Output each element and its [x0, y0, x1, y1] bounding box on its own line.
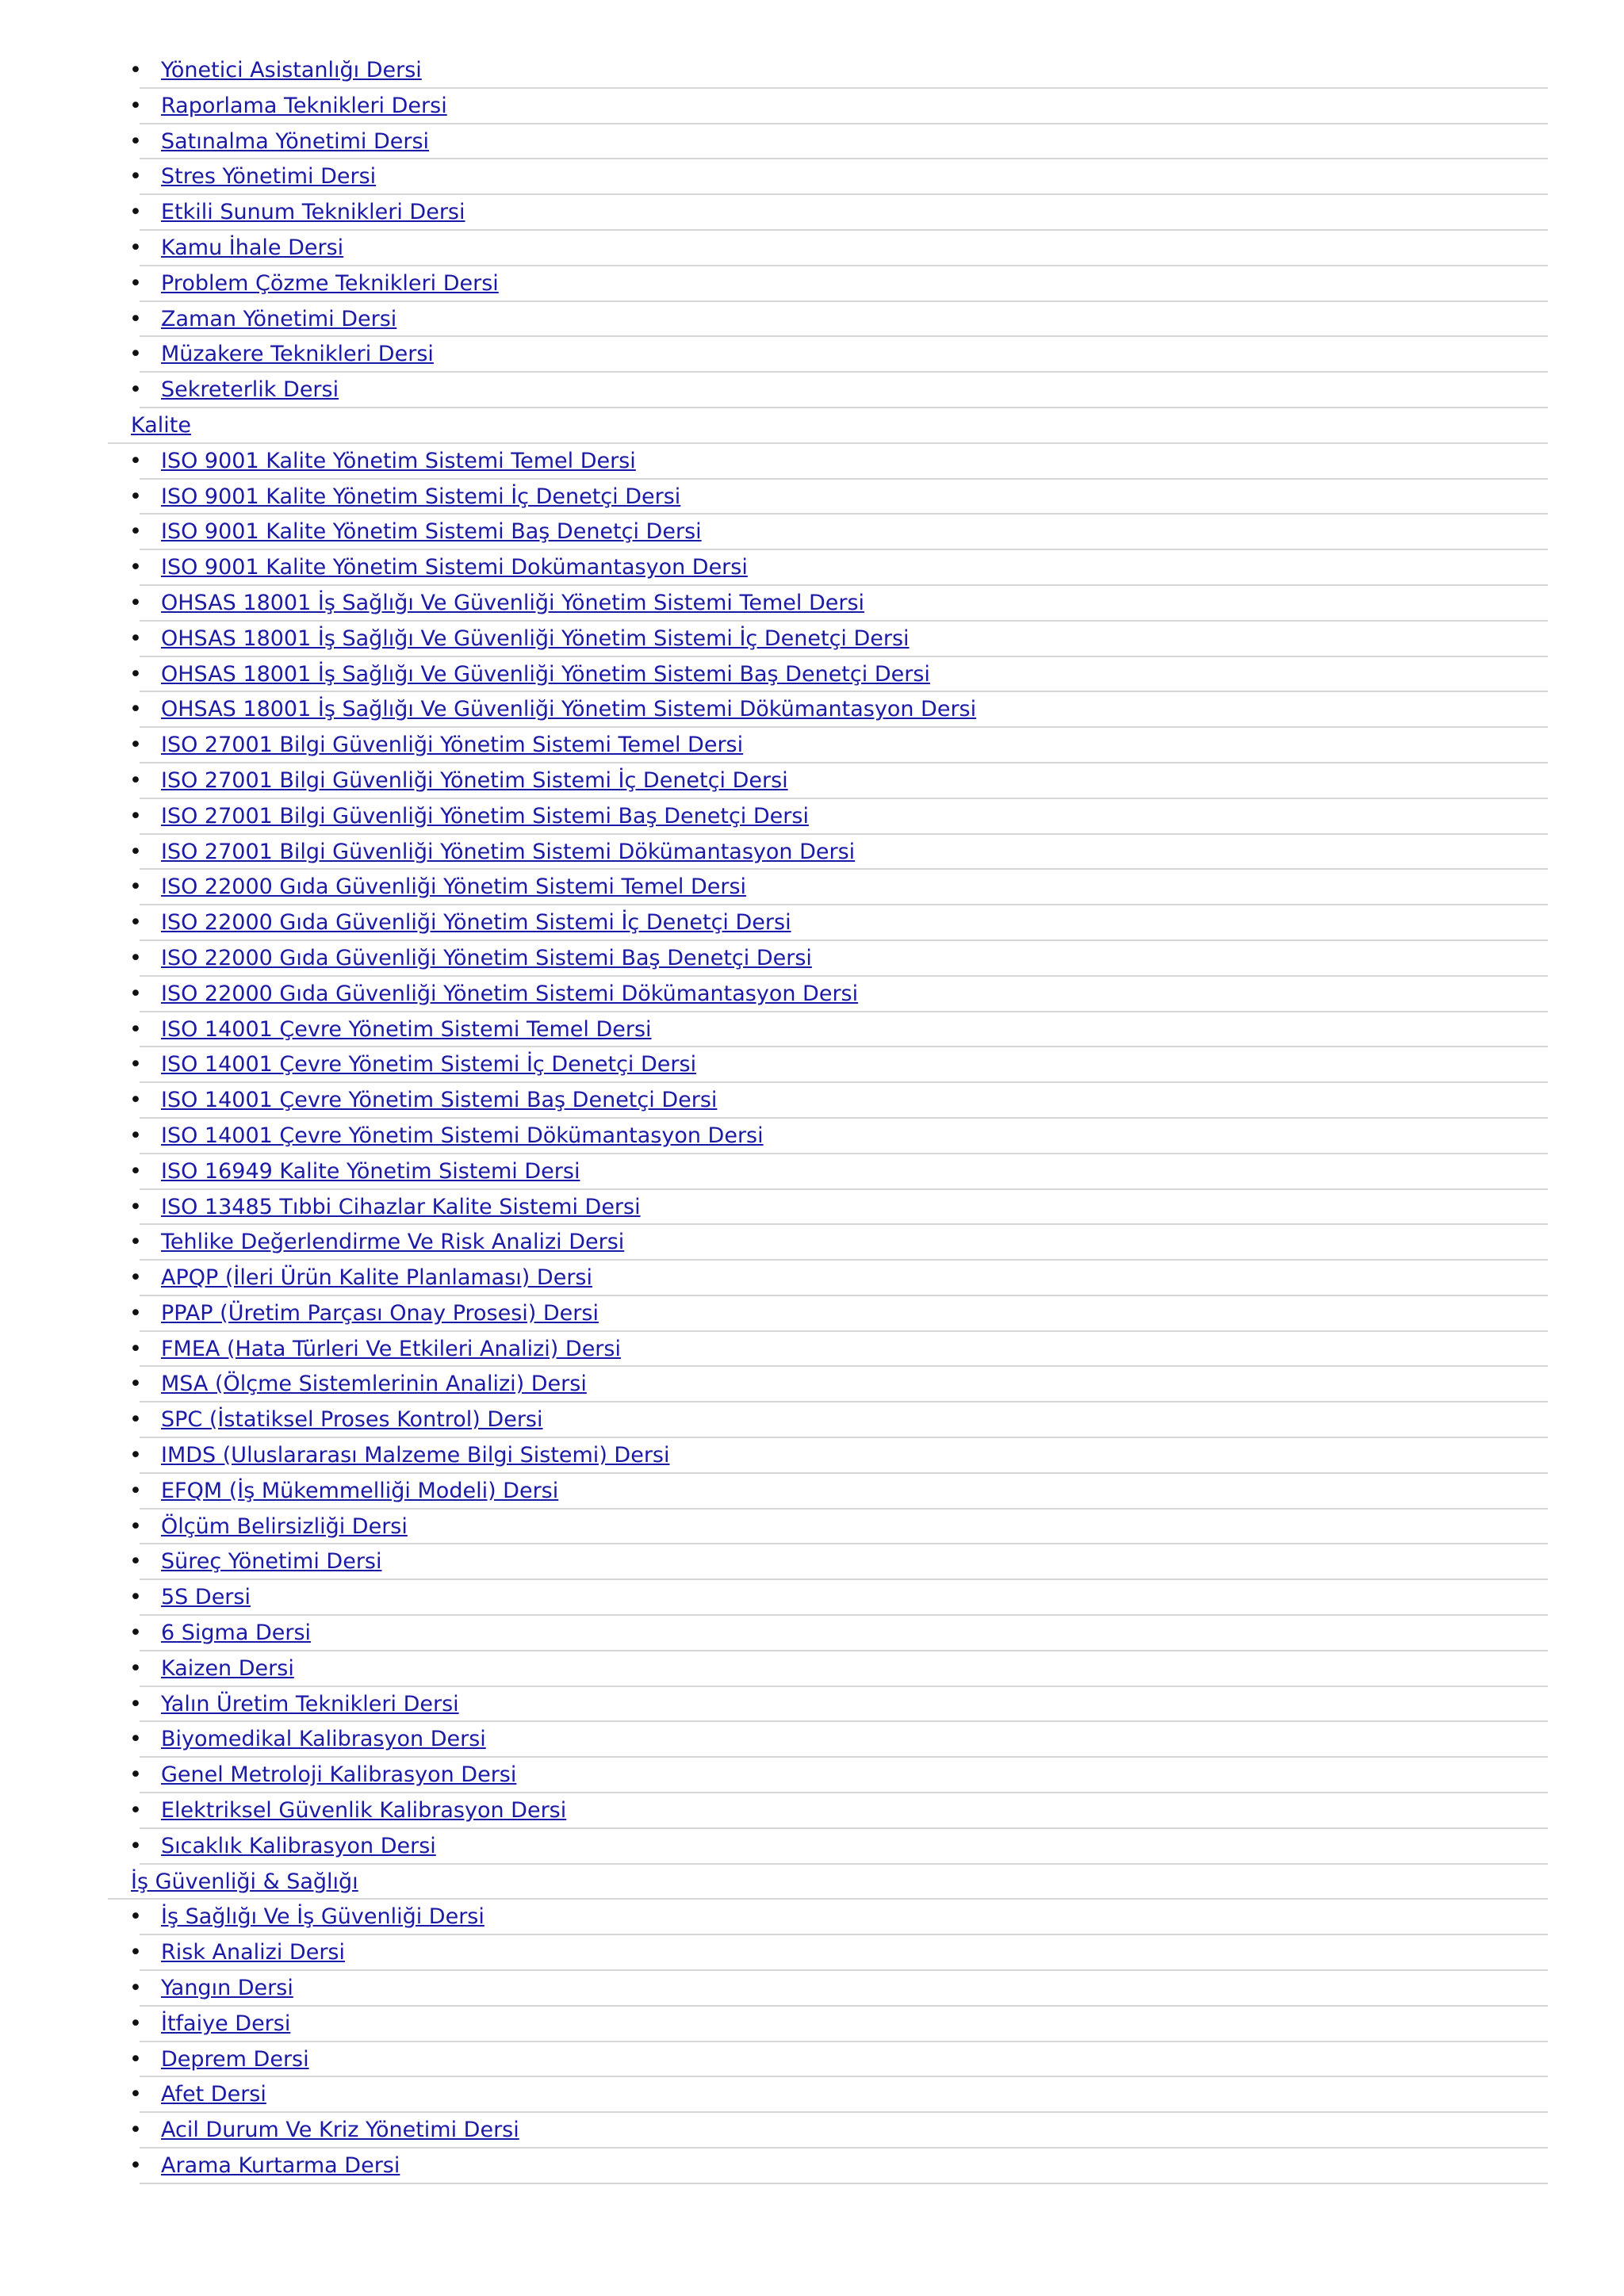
list-item	[0, 444, 1624, 480]
bullet-icon: •	[129, 2046, 142, 2072]
list-item	[0, 1971, 1624, 2007]
course-link[interactable]: ISO 27001 Bilgi Güvenliği Yönetim Sistemi Dökümantasyon Dersi	[161, 839, 856, 864]
course-link[interactable]: SPC (İstatiksel Proses Kontrol) Dersi	[161, 1407, 543, 1433]
course-link[interactable]: ISO 27001 Bilgi Güvenliği Yönetim Sistemi Temel Dersi	[161, 733, 744, 758]
bullet-icon: •	[129, 235, 142, 260]
course-link[interactable]: Yangın Dersi	[161, 1976, 293, 2001]
bullet-icon: •	[129, 1762, 142, 1788]
bullet-icon: •	[129, 626, 142, 651]
bullet-icon: •	[129, 2153, 142, 2179]
course-link[interactable]: ISO 22000 Gıda Güvenliği Yönetim Sistemi Dökümantasyon Dersi	[161, 981, 859, 1006]
course-link[interactable]: Deprem Dersi	[161, 2046, 309, 2072]
course-link[interactable]: OHSAS 18001 İş Sağlığı Ve Güvenliği Yönetim Sistemi Temel Dersi	[161, 590, 865, 615]
list-item	[0, 373, 1624, 408]
list-item	[0, 89, 1624, 124]
list-item	[0, 905, 1624, 941]
list-item	[0, 1261, 1624, 1296]
list-item	[0, 2149, 1624, 2184]
list-item	[0, 480, 1624, 515]
list-item	[0, 2077, 1624, 2113]
list-item	[0, 1510, 1624, 1545]
course-link[interactable]: MSA (Ölçme Sistemlerinin Analizi) Dersi	[161, 1372, 587, 1397]
list-item	[0, 337, 1624, 373]
course-link[interactable]: Tehlike Değerlendirme Ve Risk Analizi Dersi	[161, 1230, 625, 1255]
course-link[interactable]: Risk Analizi Dersi	[161, 1940, 346, 1965]
bullet-icon: •	[129, 1904, 142, 1930]
bullet-icon: •	[129, 803, 142, 828]
course-link[interactable]: İtfaiye Dersi	[161, 2011, 291, 2036]
list-item	[0, 1190, 1624, 1226]
bullet-icon: •	[129, 306, 142, 331]
course-link[interactable]: ISO 27001 Bilgi Güvenliği Yönetim Sistemi Baş Denetçi Dersi	[161, 803, 809, 828]
list-item	[0, 1474, 1624, 1510]
list-item	[0, 2042, 1624, 2078]
list-item	[0, 1687, 1624, 1723]
course-link[interactable]: ISO 14001 Çevre Yönetim Sistemi Dökümantasyon Dersi	[161, 1123, 764, 1148]
course-link[interactable]: ISO 9001 Kalite Yönetim Sistemi İç Denetçi Dersi	[161, 484, 681, 509]
course-link[interactable]: Süreç Yönetimi Dersi	[161, 1549, 382, 1575]
list-item	[0, 870, 1624, 905]
list-item	[0, 515, 1624, 550]
list-item	[0, 1935, 1624, 1971]
list-item	[0, 1083, 1624, 1119]
list-item	[0, 692, 1624, 728]
bullet-icon: •	[129, 1158, 142, 1184]
list-item	[0, 1793, 1624, 1829]
course-link[interactable]: Yönetici Asistanlığı Dersi	[161, 58, 422, 82]
course-link[interactable]: Arama Kurtarma Dersi	[161, 2153, 400, 2179]
bullet-icon: •	[129, 58, 142, 82]
bullet-icon: •	[129, 2118, 142, 2143]
row-divider	[140, 2183, 1548, 2184]
list-item	[0, 799, 1624, 835]
list-item	[0, 550, 1624, 586]
course-link[interactable]: Stres Yönetimi Dersi	[161, 164, 377, 189]
course-link[interactable]: Biyomedikal Kalibrasyon Dersi	[161, 1727, 486, 1752]
bullet-icon: •	[129, 590, 142, 615]
list-item	[0, 266, 1624, 302]
course-link[interactable]: ISO 9001 Kalite Yönetim Sistemi Baş Denetçi Dersi	[161, 519, 702, 545]
course-link[interactable]: Ölçüm Belirsizliği Dersi	[161, 1513, 408, 1539]
bullet-icon: •	[129, 2082, 142, 2107]
list-item	[0, 763, 1624, 799]
bullet-icon: •	[129, 342, 142, 367]
bullet-icon: •	[129, 1230, 142, 1255]
category-heading-link[interactable]: Kalite	[131, 412, 191, 438]
category-heading-row	[0, 408, 1624, 444]
bullet-icon: •	[129, 377, 142, 403]
bullet-icon: •	[129, 1407, 142, 1433]
course-link[interactable]: OHSAS 18001 İş Sağlığı Ve Güvenliği Yönetim Sistemi Dökümantasyon Dersi	[161, 697, 977, 722]
bullet-icon: •	[129, 1478, 142, 1503]
list-item	[0, 977, 1624, 1012]
bullet-icon: •	[129, 484, 142, 509]
course-link[interactable]: EFQM (İş Mükemmelliği Modeli) Dersi	[161, 1478, 559, 1503]
course-link[interactable]: FMEA (Hata Türleri Ve Etkileri Analizi) Dersi	[161, 1336, 621, 1361]
list-item	[0, 53, 1624, 89]
course-link[interactable]: Genel Metroloji Kalibrasyon Dersi	[161, 1762, 517, 1788]
list-item	[0, 1296, 1624, 1332]
bullet-icon: •	[129, 1265, 142, 1291]
list-item	[0, 1616, 1624, 1651]
list-item	[0, 2113, 1624, 2149]
bullet-icon: •	[129, 1691, 142, 1716]
bullet-icon: •	[129, 519, 142, 545]
bullet-icon: •	[129, 1513, 142, 1539]
list-item	[0, 1367, 1624, 1402]
bullet-icon: •	[129, 839, 142, 864]
bullet-icon: •	[129, 1727, 142, 1752]
bullet-icon: •	[129, 1372, 142, 1397]
course-link[interactable]: Problem Çözme Teknikleri Dersi	[161, 270, 499, 296]
list-item	[0, 835, 1624, 871]
list-item	[0, 195, 1624, 231]
list-item	[0, 1402, 1624, 1438]
list-item	[0, 1119, 1624, 1154]
bullet-icon: •	[129, 661, 142, 687]
course-link[interactable]: Müzakere Teknikleri Dersi	[161, 342, 434, 367]
list-item	[0, 1154, 1624, 1190]
course-link[interactable]: PPAP (Üretim Parçası Onay Prosesi) Dersi	[161, 1300, 599, 1326]
bullet-icon: •	[129, 1336, 142, 1361]
bullet-icon: •	[129, 1123, 142, 1148]
course-link[interactable]: ISO 22000 Gıda Güvenliği Yönetim Sistemi İç Denetçi Dersi	[161, 910, 791, 936]
course-link[interactable]: Etkili Sunum Teknikleri Dersi	[161, 200, 465, 225]
course-link[interactable]: 5S Dersi	[161, 1585, 251, 1610]
bullet-icon: •	[129, 1940, 142, 1965]
bullet-icon: •	[129, 945, 142, 970]
list-item	[0, 1225, 1624, 1261]
bullet-icon: •	[129, 733, 142, 758]
list-item	[0, 302, 1624, 338]
course-link[interactable]: ISO 22000 Gıda Güvenliği Yönetim Sistemi Baş Denetçi Dersi	[161, 945, 812, 970]
list-item	[0, 1758, 1624, 1793]
course-link[interactable]: İş Sağlığı Ve İş Güvenliği Dersi	[161, 1904, 485, 1930]
course-link[interactable]: Kaizen Dersi	[161, 1655, 294, 1681]
course-link[interactable]: ISO 14001 Çevre Yönetim Sistemi Baş Denetçi Dersi	[161, 1088, 718, 1113]
course-link[interactable]: ISO 13485 Tıbbi Cihazlar Kalite Sistemi Dersi	[161, 1194, 641, 1219]
bullet-icon: •	[129, 1443, 142, 1468]
bullet-icon: •	[129, 1549, 142, 1575]
bullet-icon: •	[129, 128, 142, 154]
course-link[interactable]: APQP (İleri Ürün Kalite Planlaması) Dersi	[161, 1265, 592, 1291]
list-item	[0, 622, 1624, 657]
bullet-icon: •	[129, 164, 142, 189]
course-link[interactable]: ISO 22000 Gıda Güvenliği Yönetim Sistemi Temel Dersi	[161, 874, 747, 900]
bullet-icon: •	[129, 1621, 142, 1646]
bullet-icon: •	[129, 1798, 142, 1823]
list-item	[0, 1651, 1624, 1687]
bullet-icon: •	[129, 1052, 142, 1077]
course-link[interactable]: Elektriksel Güvenlik Kalibrasyon Dersi	[161, 1798, 567, 1823]
course-list	[0, 53, 1624, 2184]
category-heading-row	[0, 1865, 1624, 1900]
course-link[interactable]: Acil Durum Ve Kriz Yönetimi Dersi	[161, 2118, 519, 2143]
category-heading-link[interactable]: İş Güvenliği & Sağlığı	[131, 1869, 358, 1894]
course-link[interactable]: ISO 16949 Kalite Yönetim Sistemi Dersi	[161, 1158, 580, 1184]
course-link[interactable]: Yalın Üretim Teknikleri Dersi	[161, 1691, 459, 1716]
list-item	[0, 728, 1624, 763]
bullet-icon: •	[129, 1300, 142, 1326]
list-item	[0, 1544, 1624, 1580]
course-link[interactable]: Zaman Yönetimi Dersi	[161, 306, 397, 331]
course-link[interactable]: Kamu İhale Dersi	[161, 235, 344, 260]
list-item	[0, 657, 1624, 693]
bullet-icon: •	[129, 697, 142, 722]
list-item	[0, 159, 1624, 195]
list-item	[0, 1332, 1624, 1368]
course-link[interactable]: ISO 9001 Kalite Yönetim Sistemi Temel Dersi	[161, 448, 636, 473]
bullet-icon: •	[129, 200, 142, 225]
list-item	[0, 1722, 1624, 1758]
bullet-icon: •	[129, 2011, 142, 2036]
course-link[interactable]: ISO 14001 Çevre Yönetim Sistemi İç Denetçi Dersi	[161, 1052, 697, 1077]
course-link[interactable]: OHSAS 18001 İş Sağlığı Ve Güvenliği Yönetim Sistemi İç Denetçi Dersi	[161, 626, 910, 651]
bullet-icon: •	[129, 1833, 142, 1858]
bullet-icon: •	[129, 1655, 142, 1681]
course-link[interactable]: Sekreterlik Dersi	[161, 377, 339, 403]
course-link[interactable]: ISO 27001 Bilgi Güvenliği Yönetim Sistemi İç Denetçi Dersi	[161, 767, 788, 793]
bullet-icon: •	[129, 448, 142, 473]
course-link[interactable]: Sıcaklık Kalibrasyon Dersi	[161, 1833, 436, 1858]
bullet-icon: •	[129, 93, 142, 118]
course-link[interactable]: Raporlama Teknikleri Dersi	[161, 93, 447, 118]
bullet-icon: •	[129, 270, 142, 296]
course-link[interactable]: Afet Dersi	[161, 2082, 266, 2107]
course-link[interactable]: ISO 9001 Kalite Yönetim Sistemi Dokümantasyon Dersi	[161, 555, 748, 580]
bullet-icon: •	[129, 1016, 142, 1042]
list-item	[0, 124, 1624, 160]
bullet-icon: •	[129, 767, 142, 793]
bullet-icon: •	[129, 1194, 142, 1219]
course-link[interactable]: 6 Sigma Dersi	[161, 1621, 312, 1646]
list-item	[0, 231, 1624, 266]
bullet-icon: •	[129, 1585, 142, 1610]
bullet-icon: •	[129, 910, 142, 936]
list-item	[0, 1580, 1624, 1616]
bullet-icon: •	[129, 874, 142, 900]
bullet-icon: •	[129, 981, 142, 1006]
list-item	[0, 1900, 1624, 1935]
list-item	[0, 1047, 1624, 1083]
bullet-icon: •	[129, 1088, 142, 1113]
course-link[interactable]: ISO 14001 Çevre Yönetim Sistemi Temel Dersi	[161, 1016, 652, 1042]
list-item	[0, 1438, 1624, 1474]
list-item	[0, 586, 1624, 622]
bullet-icon: •	[129, 1976, 142, 2001]
course-link[interactable]: OHSAS 18001 İş Sağlığı Ve Güvenliği Yönetim Sistemi Baş Denetçi Dersi	[161, 661, 930, 687]
list-item	[0, 941, 1624, 977]
list-item	[0, 2007, 1624, 2042]
list-item	[0, 1829, 1624, 1865]
list-item	[0, 1012, 1624, 1048]
bullet-icon: •	[129, 555, 142, 580]
course-link[interactable]: Satınalma Yönetimi Dersi	[161, 128, 430, 154]
course-link[interactable]: IMDS (Uluslararası Malzeme Bilgi Sistemi) Dersi	[161, 1443, 670, 1468]
